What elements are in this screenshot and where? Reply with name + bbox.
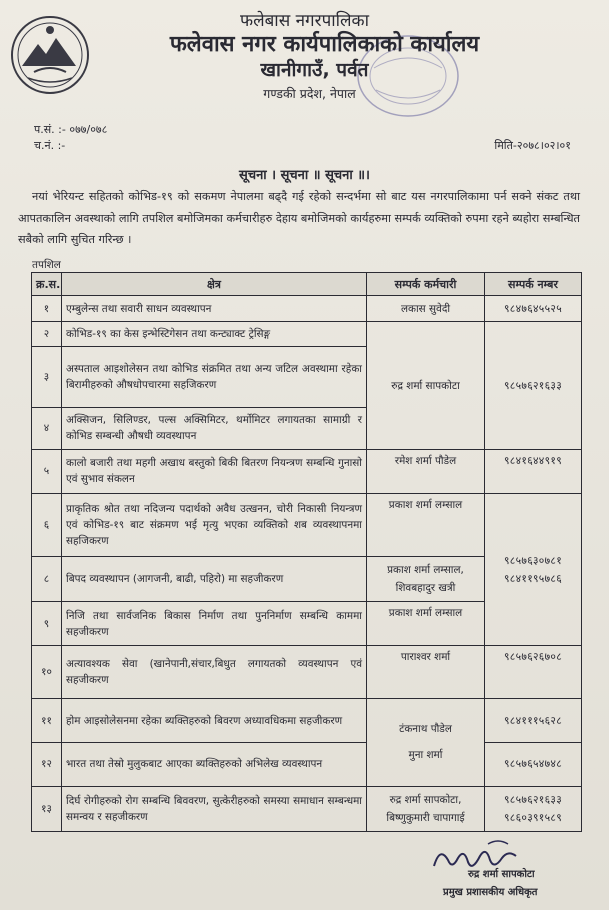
phone-number: ९८५७६२१६३३	[503, 793, 563, 806]
municipality-name: फलेबास नगरपालिका	[239, 11, 370, 31]
letter-date: मिति-२०७८।०२।०१	[494, 139, 571, 152]
staff-name: टंकनाथ पौडेल	[399, 723, 452, 736]
row-number	[485, 493, 582, 646]
row-staff: प्रकाश शर्मा लम्साल	[367, 493, 485, 557]
letter-number: प.सं. :- ०७७/०७८	[34, 123, 108, 136]
staff-name: शिवबहादुर खत्री	[395, 582, 456, 595]
row-sn: ६	[32, 493, 62, 557]
row-sn: १	[32, 296, 62, 322]
row-area: भारत तथा तेस्रो मुलुकबाट आएका ब्यक्तिहरुको अभिलेख व्यवस्थापन	[62, 742, 367, 786]
signatory-title: प्रमुख प्रशासकीय अधिकृत	[443, 887, 538, 898]
row-area: निजि तथा सार्वजनिक बिकास निर्माण तथा पुननिर्माण सम्बन्धि काममा सहजीकरण	[62, 602, 367, 646]
row-number: ९८५७६५४७४८	[485, 742, 582, 786]
row-number: ९८४१११५६२८	[485, 699, 582, 743]
row-sn: २	[32, 322, 62, 346]
row-sn: ९	[32, 602, 62, 646]
row-area: बिपद व्यवस्थापन (आगजनी, बाढी, पहिरो) मा सहजीकरण	[62, 557, 367, 602]
row-staff: लकास सुवेदी	[367, 296, 485, 322]
row-number	[485, 786, 582, 831]
row-sn: ८	[32, 557, 62, 602]
office-location: खानीगाउँ, पर्वत	[260, 59, 369, 81]
row-number: ९८४१६४४९१९	[485, 449, 582, 493]
col-header-staff: सम्पर्क कर्मचारी	[367, 273, 485, 296]
row-area: कालो बजारी तथा महगी अखाध बस्तुको बिकी बितरण नियन्त्रण सम्बन्धि गुनासो एवं सुभाव संकलन	[62, 449, 367, 493]
table-row	[32, 493, 582, 557]
row-staff: प्रकाश शर्मा लम्साल	[367, 602, 485, 646]
row-staff: पाराश्वर शर्मा	[367, 646, 485, 699]
office-name: फलेवास नगर कार्यपालिकाको कार्यालय	[169, 32, 480, 57]
table-row	[32, 786, 582, 831]
row-sn: १२	[32, 742, 62, 786]
row-area: अत्यावश्यक सेवा (खानेपानी,संचार,बिधुत लगायतको व्यवस्थापन एवं सहजीकरण	[62, 646, 367, 699]
row-sn: १३	[32, 786, 62, 831]
staff-name: मुना शर्मा	[408, 749, 443, 762]
staff-name: रुद्र शर्मा सापकोटा,	[389, 793, 462, 806]
row-area: कोभिड-१९ का केस इन्भेस्टिगेसन तथा कन्ट्याक्ट ट्रेसिङ्ग	[62, 322, 367, 346]
col-header-sn: क्र.स.	[32, 273, 62, 296]
row-number: ९८५७६२६७०८	[485, 646, 582, 699]
phone-number: ९८६०३९१५८९	[503, 811, 563, 824]
table-row	[32, 449, 582, 493]
row-area: एम्बुलेन्स तथा सवारी साधन व्यवस्थापन	[62, 296, 367, 322]
schedule-label: तपशिल	[32, 259, 61, 271]
row-area: अक्सिजन, सिलिण्डर, पल्स अक्सिमिटर, थर्मोमिटर लगायतका सामाग्री र कोभिड सम्बन्धी औषधी व्यवस्थापन	[62, 408, 367, 450]
staff-name: बिष्णुकुमारी चापागाई	[386, 811, 465, 824]
row-sn: १०	[32, 646, 62, 699]
row-area: होम आइसोलेसनमा रहेका ब्यक्तिहरुको बिवरण अध्यावधिकमा सहजीकरण	[62, 699, 367, 743]
row-sn: ५	[32, 449, 62, 493]
dispatch-number: च.नं. :-	[34, 139, 66, 152]
phone-number: ९८५७६३०७८१	[503, 554, 563, 567]
contact-table	[31, 272, 582, 832]
staff-name: प्रकाश शर्मा लम्साल,	[387, 564, 464, 577]
table-row	[32, 322, 582, 346]
row-number: ९८५७६२१६३३	[485, 322, 582, 449]
row-staff: रमेश शर्मा पौडेल	[367, 449, 485, 493]
row-staff	[367, 786, 485, 831]
row-area: अस्पताल आइशोलेसन तथा कोभिड संक्रमित तथा अन्य जटिल अवस्थामा रहेका बिरामीहरुको औषधोपचारमा सहजिकरण	[62, 346, 367, 408]
notice-body: नयां भेरियन्ट सहितको कोभिड-१९ को सकमण नेपालमा बढ्दै गई रहेको सन्दर्भमा सो बाट यस नगरपालिकामा पर्न सक्ने संकट तथा आपतकालिन अवस्थाको लागि तपशिल बमोजिमका कर्मचारीहरु देहाय बमोजिमको कार्यहरुमा सम्पर्क व्यक्तिको रुपमा रहने ब्यहोरा सम्बन्धित सबैको लागि सुचित गरिन्छ ।	[18, 190, 580, 246]
row-sn: ३	[32, 346, 62, 408]
row-staff: रुद्र शर्मा सापकोटा	[367, 322, 485, 449]
row-staff	[367, 557, 485, 602]
row-area: प्राकृतिक श्रोत तथा नदिजन्य पदार्थको अवैध उत्खनन, चोरी निकासी नियन्त्रण एवं कोभिड-१९ बाट संक्रमण भई मृत्यु भएका व्यक्तिको शब व्यवस्थापनमा सहजिकरण	[62, 493, 367, 557]
row-number: ९८४७६४५५२५	[485, 296, 582, 322]
phone-number: ९८४११९५७८६	[503, 572, 563, 585]
row-sn: ४	[32, 408, 62, 450]
row-sn: ११	[32, 699, 62, 743]
table-row	[32, 296, 582, 322]
col-header-number: सम्पर्क नम्बर	[485, 273, 582, 296]
signatory-name: रुद्र शर्मा सापकोटा	[468, 869, 535, 880]
province-name: गण्डकी प्रदेश, नेपाल	[263, 86, 356, 101]
row-area: दिर्घ रोगीहरुको रोग सम्बन्धि बिववरण, सुत्केरीहरुको समस्या समाधान सम्बन्धमा समन्वय र सहजीकरण	[62, 786, 367, 831]
row-staff	[367, 699, 485, 787]
table-row	[32, 646, 582, 699]
table-header-row	[32, 273, 582, 296]
col-header-area: क्षेत्र	[62, 273, 367, 296]
table-row	[32, 699, 582, 743]
table-row	[32, 742, 582, 786]
notice-title: सूचना । सूचना ॥ सूचना ॥।	[239, 168, 370, 183]
